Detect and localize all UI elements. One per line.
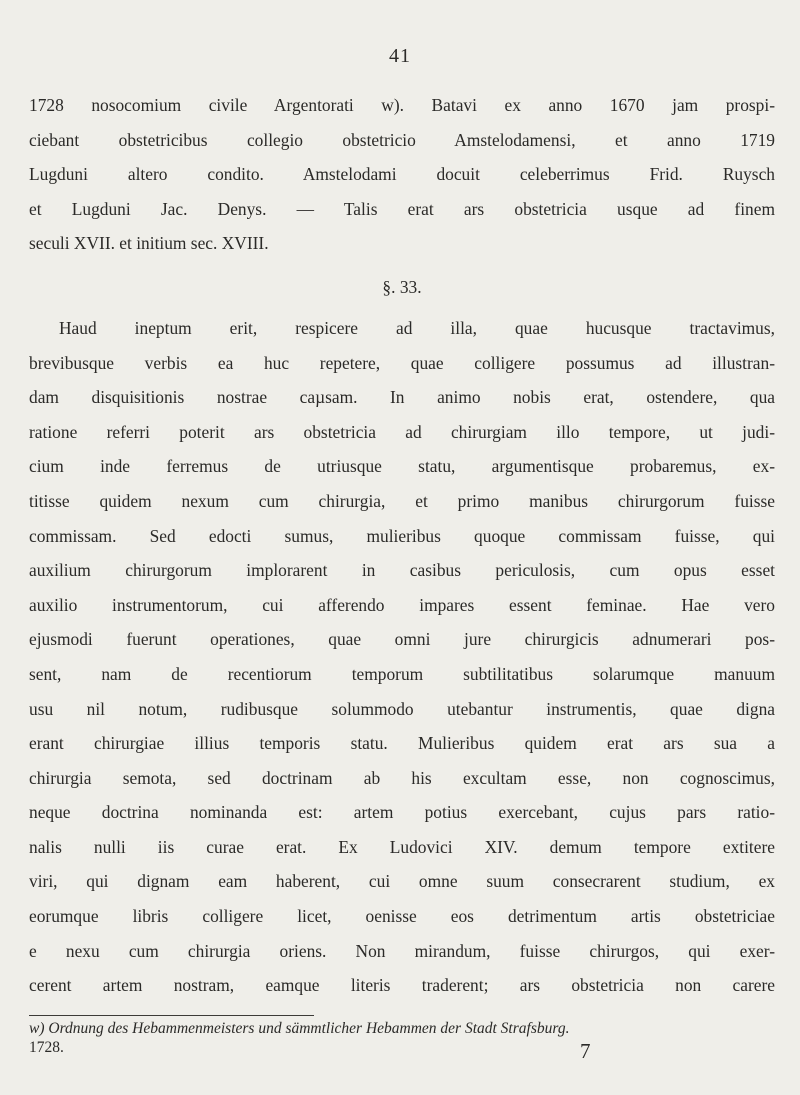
text-line: titisse quidem nexum cum chirurgia, et primo manibus chirurgorum fuisse (29, 490, 775, 511)
text-line: neque doctrina nominanda est: artem potius exercebant, cujus pars ratio- (29, 802, 775, 823)
text-line: viri, qui dignam eam haberent, cui omne suum consecrarent studium, ex (29, 871, 775, 892)
text-line: Lugduni altero condito. Amstelodami docuit celeberrimus Frid. Ruysch (29, 164, 775, 185)
text-line: eorumque libris colligere licet, oenisse eos detrimentum artis obstetriciae (29, 906, 775, 927)
text-line: seculi XVII. et initium sec. XVIII. (29, 233, 269, 254)
page-number: 41 (389, 45, 411, 67)
text-line: et Lugduni Jac. Denys. — Talis erat ars obstetricia usque ad finem (29, 198, 775, 219)
text-line: usu nil notum, rudibusque solummodo utebantur instrumentis, quae digna (29, 698, 775, 719)
footnote-year: 1728. (29, 1039, 64, 1056)
text-line: ratione referri poterit ars obstetricia ad chirurgiam illo tempore, ut judi- (29, 421, 775, 442)
text-line: chirurgia semota, sed doctrinam ab his excultam esse, non cognoscimus, (29, 767, 775, 788)
text-line: dam disquisitionis nostrae caµsam. In animo nobis erat, ostendere, qua (29, 387, 775, 408)
text-line: sent, nam de recentiorum temporum subtilitatibus solarumque manuum (29, 663, 775, 684)
signature-mark: 7 (580, 1039, 591, 1063)
main-text (29, 88, 775, 1003)
footnote-divider (29, 1015, 314, 1016)
text-line: commissam. Sed edocti sumus, mulieribus quoque commissam fuisse, qui (29, 525, 775, 546)
text-line: erant chirurgiae illius temporis statu. Mulieribus quidem erat ars sua a (29, 733, 775, 754)
text-line: auxilio instrumentorum, cui afferendo impares essent feminae. Hae vero (29, 594, 775, 615)
section-heading: §. 33. (382, 276, 422, 297)
text-line: ciebant obstetricibus collegio obstetricio Amstelodamensi, et anno 1719 (29, 129, 775, 150)
text-line: ejusmodi fuerunt operationes, quae omni jure chirurgicis adnumerari pos- (29, 629, 775, 650)
text-line: cium inde ferremus de utriusque statu, argumentisque probaremus, ex- (29, 456, 775, 477)
footnote-text: w) Ordnung des Hebammenmeisters und sämmtlicher Hebammen der Stadt Strafsburg. (29, 1020, 570, 1037)
footnote (29, 1019, 775, 1057)
text-line: nalis nulli iis curae erat. Ex Ludovici XIV. demum tempore extitere (29, 836, 775, 857)
text-line: cerent artem nostram, eamque literis traderent; ars obstetricia non carere (29, 975, 775, 996)
text-line: Haud ineptum erit, respicere ad illa, quae hucusque tractavimus, (59, 317, 775, 338)
text-line: brevibusque verbis ea huc repetere, quae colligere possumus ad illustran- (29, 352, 775, 373)
text-line: e nexu cum chirurgia oriens. Non mirandum, fuisse chirurgos, qui exer- (29, 940, 775, 961)
text-line: 1728 nosocomium civile Argentorati w). Batavi ex anno 1670 jam prospi- (29, 95, 775, 115)
text-line: auxilium chirurgorum implorarent in casibus periculosis, cum opus esset (29, 560, 775, 581)
